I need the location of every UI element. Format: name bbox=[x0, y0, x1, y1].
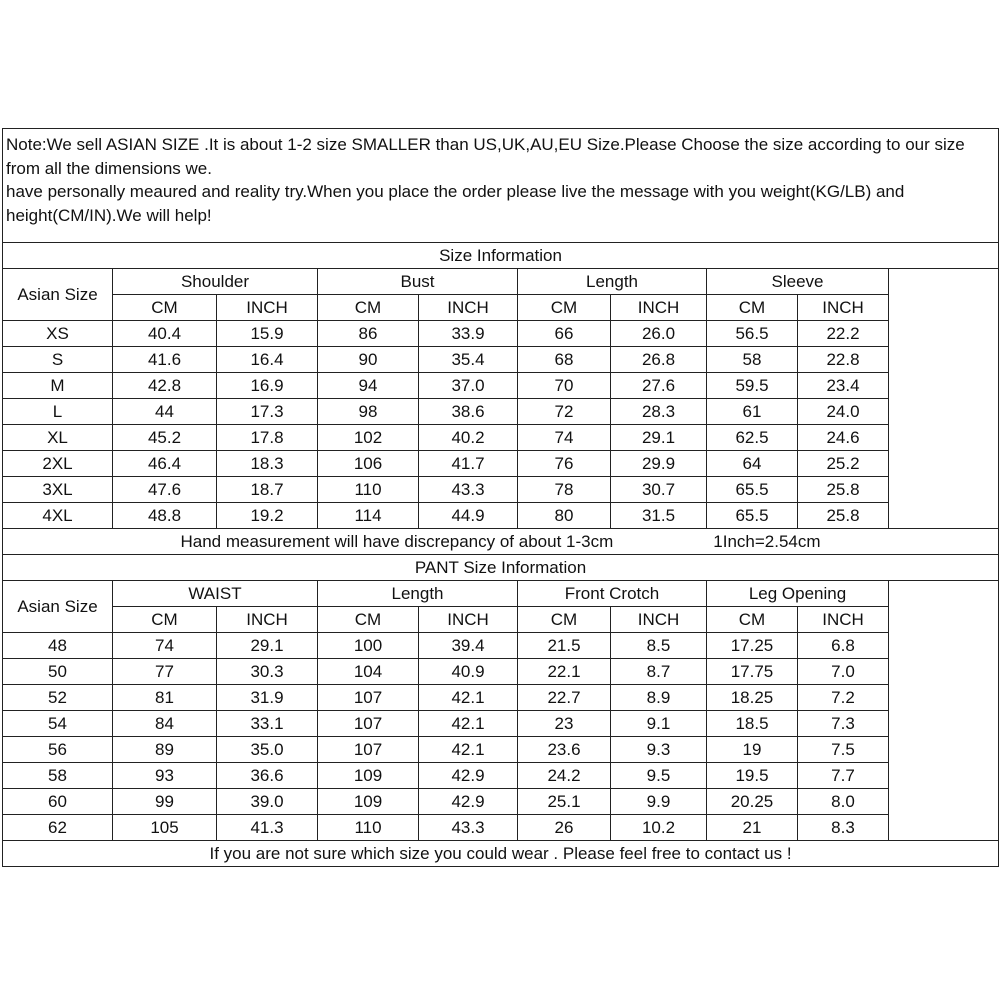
inch-conversion: 1Inch=2.54cm bbox=[713, 532, 821, 551]
measurement-cell: 61 bbox=[707, 399, 798, 425]
measurement-cell: 29.1 bbox=[611, 425, 707, 451]
measurement-cell: 17.25 bbox=[707, 633, 798, 659]
group-header: Length bbox=[318, 581, 518, 607]
measurement-cell: 36.6 bbox=[217, 763, 318, 789]
measurement-cell: 19 bbox=[707, 737, 798, 763]
size-label: 62 bbox=[3, 815, 113, 841]
measurement-cell: 9.3 bbox=[611, 737, 707, 763]
footer-note: If you are not sure which size you could wear . Please feel free to contact us ! bbox=[3, 841, 999, 867]
measurement-cell: 7.2 bbox=[798, 685, 889, 711]
measurement-cell: 22.2 bbox=[798, 321, 889, 347]
top-title-row bbox=[3, 243, 999, 269]
measurement-cell: 7.0 bbox=[798, 659, 889, 685]
measurement-cell: 25.2 bbox=[798, 451, 889, 477]
measurement-cell: 27.6 bbox=[611, 373, 707, 399]
measurement-cell: 22.8 bbox=[798, 347, 889, 373]
measurement-cell: 93 bbox=[113, 763, 217, 789]
size-chart-table bbox=[2, 128, 999, 867]
blank-cell bbox=[889, 581, 999, 841]
measurement-cell: 65.5 bbox=[707, 477, 798, 503]
measurement-cell: 17.75 bbox=[707, 659, 798, 685]
measurement-cell: 78 bbox=[518, 477, 611, 503]
measurement-cell: 35.0 bbox=[217, 737, 318, 763]
measurement-cell: 99 bbox=[113, 789, 217, 815]
measurement-cell: 8.3 bbox=[798, 815, 889, 841]
measurement-cell: 30.3 bbox=[217, 659, 318, 685]
table-row bbox=[3, 503, 999, 529]
measurement-cell: 94 bbox=[318, 373, 419, 399]
measurement-cell: 41.6 bbox=[113, 347, 217, 373]
measurement-cell: 42.1 bbox=[419, 685, 518, 711]
top-unit-row bbox=[3, 295, 999, 321]
measurement-cell: 22.1 bbox=[518, 659, 611, 685]
measurement-cell: 86 bbox=[318, 321, 419, 347]
measurement-cell: 59.5 bbox=[707, 373, 798, 399]
measurement-cell: 76 bbox=[518, 451, 611, 477]
unit-header: CM bbox=[518, 295, 611, 321]
size-label: 50 bbox=[3, 659, 113, 685]
unit-header: INCH bbox=[611, 607, 707, 633]
measurement-cell: 9.5 bbox=[611, 763, 707, 789]
measurement-cell: 24.2 bbox=[518, 763, 611, 789]
measurement-cell: 40.9 bbox=[419, 659, 518, 685]
measurement-cell: 10.2 bbox=[611, 815, 707, 841]
measurement-cell: 20.25 bbox=[707, 789, 798, 815]
measurement-cell: 65.5 bbox=[707, 503, 798, 529]
unit-header: CM bbox=[318, 607, 419, 633]
measurement-cell: 109 bbox=[318, 789, 419, 815]
table-row bbox=[3, 373, 999, 399]
measurement-cell: 25.1 bbox=[518, 789, 611, 815]
size-label: 56 bbox=[3, 737, 113, 763]
size-label: 54 bbox=[3, 711, 113, 737]
measurement-cell: 42.1 bbox=[419, 711, 518, 737]
unit-header: INCH bbox=[419, 295, 518, 321]
size-label: S bbox=[3, 347, 113, 373]
measurement-cell: 84 bbox=[113, 711, 217, 737]
footer-row bbox=[3, 841, 999, 867]
measurement-cell: 98 bbox=[318, 399, 419, 425]
measurement-cell: 9.1 bbox=[611, 711, 707, 737]
measurement-cell: 100 bbox=[318, 633, 419, 659]
measurement-cell: 24.6 bbox=[798, 425, 889, 451]
measurement-cell: 19.2 bbox=[217, 503, 318, 529]
measurement-cell: 23.6 bbox=[518, 737, 611, 763]
measurement-cell: 80 bbox=[518, 503, 611, 529]
size-label: XL bbox=[3, 425, 113, 451]
measurement-cell: 42.8 bbox=[113, 373, 217, 399]
table-row bbox=[3, 451, 999, 477]
measurement-cell: 8.5 bbox=[611, 633, 707, 659]
size-label: 58 bbox=[3, 763, 113, 789]
measurement-cell: 18.5 bbox=[707, 711, 798, 737]
measurement-cell: 110 bbox=[318, 477, 419, 503]
pant-unit-row bbox=[3, 607, 999, 633]
measurement-cell: 105 bbox=[113, 815, 217, 841]
top-group-header-row bbox=[3, 269, 999, 295]
measurement-cell: 7.7 bbox=[798, 763, 889, 789]
measurement-cell: 38.6 bbox=[419, 399, 518, 425]
measurement-cell: 104 bbox=[318, 659, 419, 685]
size-label: 2XL bbox=[3, 451, 113, 477]
measurement-cell: 26.8 bbox=[611, 347, 707, 373]
measurement-cell: 18.25 bbox=[707, 685, 798, 711]
measurement-cell: 8.9 bbox=[611, 685, 707, 711]
measurement-cell: 107 bbox=[318, 711, 419, 737]
measurement-cell: 90 bbox=[318, 347, 419, 373]
measurement-cell: 25.8 bbox=[798, 503, 889, 529]
table-row bbox=[3, 425, 999, 451]
measurement-cell: 41.3 bbox=[217, 815, 318, 841]
blank-cell bbox=[889, 269, 999, 529]
measurement-cell: 30.7 bbox=[611, 477, 707, 503]
measurement-cell: 74 bbox=[113, 633, 217, 659]
measurement-cell: 17.3 bbox=[217, 399, 318, 425]
measurement-cell: 39.4 bbox=[419, 633, 518, 659]
unit-header: CM bbox=[518, 607, 611, 633]
size-label: 60 bbox=[3, 789, 113, 815]
measurement-cell: 39.0 bbox=[217, 789, 318, 815]
measurement-cell: 44 bbox=[113, 399, 217, 425]
measurement-cell: 35.4 bbox=[419, 347, 518, 373]
measure-note-row bbox=[3, 529, 999, 555]
table-row bbox=[3, 789, 999, 815]
measurement-cell: 109 bbox=[318, 763, 419, 789]
measurement-cell: 21.5 bbox=[518, 633, 611, 659]
measurement-cell: 25.8 bbox=[798, 477, 889, 503]
size-label: 48 bbox=[3, 633, 113, 659]
measurement-cell: 19.5 bbox=[707, 763, 798, 789]
measurement-cell: 24.0 bbox=[798, 399, 889, 425]
group-header: Front Crotch bbox=[518, 581, 707, 607]
measurement-cell: 56.5 bbox=[707, 321, 798, 347]
unit-header: INCH bbox=[798, 295, 889, 321]
table-row bbox=[3, 815, 999, 841]
measurement-cell: 47.6 bbox=[113, 477, 217, 503]
measurement-cell: 7.3 bbox=[798, 711, 889, 737]
measurement-cell: 107 bbox=[318, 685, 419, 711]
measure-note-cell bbox=[3, 529, 999, 555]
measurement-cell: 43.3 bbox=[419, 477, 518, 503]
pant-section-title: PANT Size Information bbox=[3, 555, 999, 581]
group-header: WAIST bbox=[113, 581, 318, 607]
unit-header: INCH bbox=[798, 607, 889, 633]
size-label: 52 bbox=[3, 685, 113, 711]
unit-header: INCH bbox=[217, 607, 318, 633]
size-label: L bbox=[3, 399, 113, 425]
unit-header: INCH bbox=[419, 607, 518, 633]
size-label: 4XL bbox=[3, 503, 113, 529]
measure-note: Hand measurement will have discrepancy of about 1-3cm bbox=[180, 532, 614, 551]
measurement-cell: 31.5 bbox=[611, 503, 707, 529]
unit-header: CM bbox=[707, 295, 798, 321]
measurement-cell: 18.7 bbox=[217, 477, 318, 503]
group-header: Bust bbox=[318, 269, 518, 295]
measurement-cell: 41.7 bbox=[419, 451, 518, 477]
measurement-cell: 62.5 bbox=[707, 425, 798, 451]
measurement-cell: 106 bbox=[318, 451, 419, 477]
measurement-cell: 46.4 bbox=[113, 451, 217, 477]
measurement-cell: 48.8 bbox=[113, 503, 217, 529]
measurement-cell: 74 bbox=[518, 425, 611, 451]
measurement-cell: 22.7 bbox=[518, 685, 611, 711]
size-note bbox=[3, 129, 999, 243]
measurement-cell: 81 bbox=[113, 685, 217, 711]
group-header: Leg Opening bbox=[707, 581, 889, 607]
measurement-cell: 18.3 bbox=[217, 451, 318, 477]
group-header: Length bbox=[518, 269, 707, 295]
measurement-cell: 23.4 bbox=[798, 373, 889, 399]
measurement-cell: 16.4 bbox=[217, 347, 318, 373]
measurement-cell: 8.0 bbox=[798, 789, 889, 815]
measurement-cell: 21 bbox=[707, 815, 798, 841]
top-section-title: Size Information bbox=[3, 243, 999, 269]
group-header: Shoulder bbox=[113, 269, 318, 295]
measurement-cell: 66 bbox=[518, 321, 611, 347]
measurement-cell: 8.7 bbox=[611, 659, 707, 685]
table-row bbox=[3, 321, 999, 347]
group-header: Sleeve bbox=[707, 269, 889, 295]
measurement-cell: 33.9 bbox=[419, 321, 518, 347]
measurement-cell: 114 bbox=[318, 503, 419, 529]
measurement-cell: 17.8 bbox=[217, 425, 318, 451]
measurement-cell: 77 bbox=[113, 659, 217, 685]
measurement-cell: 110 bbox=[318, 815, 419, 841]
measurement-cell: 26 bbox=[518, 815, 611, 841]
measurement-cell: 31.9 bbox=[217, 685, 318, 711]
measurement-cell: 42.9 bbox=[419, 763, 518, 789]
measurement-cell: 23 bbox=[518, 711, 611, 737]
measurement-cell: 72 bbox=[518, 399, 611, 425]
table-row bbox=[3, 737, 999, 763]
measurement-cell: 102 bbox=[318, 425, 419, 451]
unit-header: CM bbox=[707, 607, 798, 633]
measurement-cell: 6.8 bbox=[798, 633, 889, 659]
measurement-cell: 89 bbox=[113, 737, 217, 763]
table-row bbox=[3, 763, 999, 789]
measurement-cell: 58 bbox=[707, 347, 798, 373]
unit-header: CM bbox=[113, 607, 217, 633]
measurement-cell: 45.2 bbox=[113, 425, 217, 451]
table-row bbox=[3, 399, 999, 425]
measurement-cell: 40.4 bbox=[113, 321, 217, 347]
measurement-cell: 16.9 bbox=[217, 373, 318, 399]
measurement-cell: 40.2 bbox=[419, 425, 518, 451]
measurement-cell: 70 bbox=[518, 373, 611, 399]
measurement-cell: 37.0 bbox=[419, 373, 518, 399]
measurement-cell: 28.3 bbox=[611, 399, 707, 425]
measurement-cell: 107 bbox=[318, 737, 419, 763]
size-label: M bbox=[3, 373, 113, 399]
size-label: 3XL bbox=[3, 477, 113, 503]
pant-title-row bbox=[3, 555, 999, 581]
unit-header: CM bbox=[113, 295, 217, 321]
unit-header: CM bbox=[318, 295, 419, 321]
table-row bbox=[3, 659, 999, 685]
measurement-cell: 7.5 bbox=[798, 737, 889, 763]
measurement-cell: 29.9 bbox=[611, 451, 707, 477]
note-line-1: Note:We sell ASIAN SIZE .It is about 1-2 size SMALLER than US,UK,AU,EU Size.Please Choose the size according to our size from all the dimensions we. bbox=[6, 135, 965, 178]
asian-size-header: Asian Size bbox=[3, 581, 113, 633]
measurement-cell: 68 bbox=[518, 347, 611, 373]
measurement-cell: 9.9 bbox=[611, 789, 707, 815]
measurement-cell: 33.1 bbox=[217, 711, 318, 737]
measurement-cell: 42.1 bbox=[419, 737, 518, 763]
table-row bbox=[3, 633, 999, 659]
table-row bbox=[3, 477, 999, 503]
measurement-cell: 64 bbox=[707, 451, 798, 477]
measurement-cell: 29.1 bbox=[217, 633, 318, 659]
table-row bbox=[3, 347, 999, 373]
table-row bbox=[3, 711, 999, 737]
table-row bbox=[3, 685, 999, 711]
measurement-cell: 15.9 bbox=[217, 321, 318, 347]
measurement-cell: 26.0 bbox=[611, 321, 707, 347]
measurement-cell: 43.3 bbox=[419, 815, 518, 841]
size-label: XS bbox=[3, 321, 113, 347]
asian-size-header: Asian Size bbox=[3, 269, 113, 321]
measurement-cell: 44.9 bbox=[419, 503, 518, 529]
unit-header: INCH bbox=[611, 295, 707, 321]
unit-header: INCH bbox=[217, 295, 318, 321]
measurement-cell: 42.9 bbox=[419, 789, 518, 815]
note-line-2: have personally meaured and reality try.When you place the order please live the message with you weight(KG/LB) and height(CM/IN).We will help! bbox=[6, 182, 905, 225]
pant-group-header-row bbox=[3, 581, 999, 607]
